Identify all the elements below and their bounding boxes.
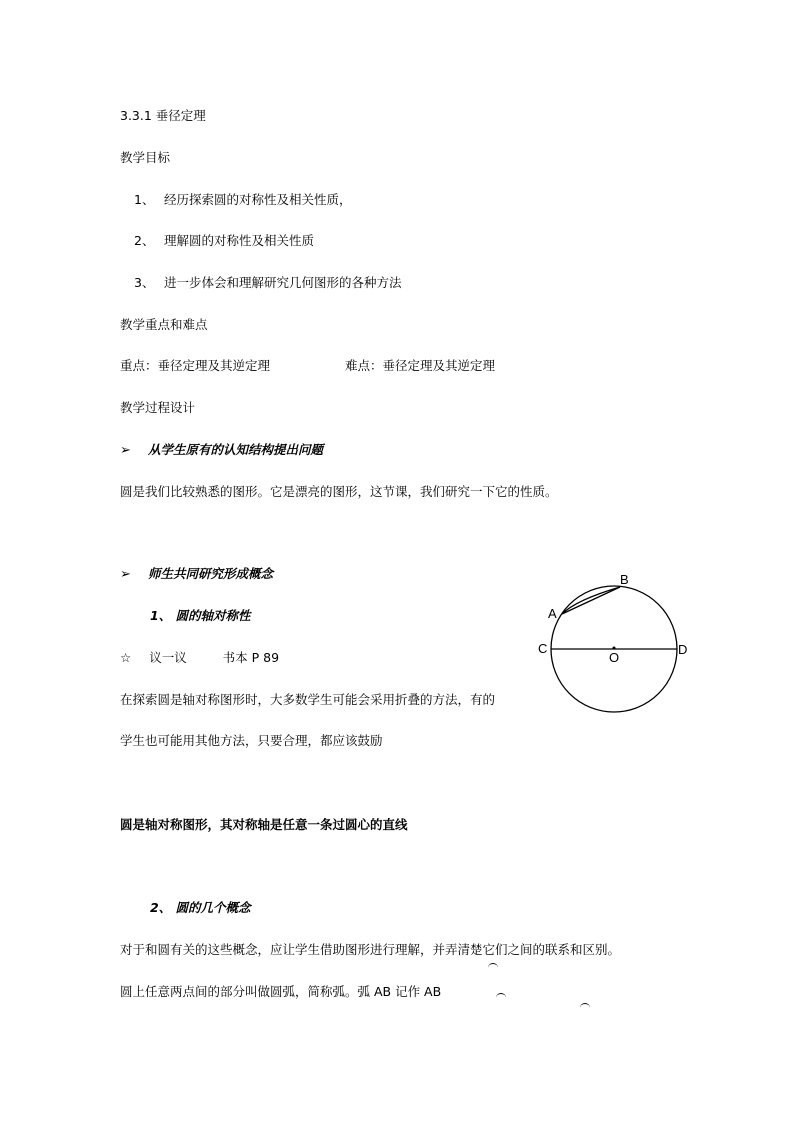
discuss-label: 议一议: [149, 650, 187, 665]
arc-mark-icon: [580, 1003, 590, 1012]
concept-text: 对于和圆有关的这些概念，应让学生借助图形进行理解，并弄清楚它们之间的联系和区别。: [120, 942, 621, 957]
key-points-heading: 教学重点和难点: [120, 317, 208, 332]
objective-text: 经历探索圆的对称性及相关性质，: [163, 192, 352, 207]
paragraph-line-2: 学生也可能用其他方法，只要合理，都应该鼓励: [120, 733, 383, 748]
bullet-arrow-icon: ➢: [120, 567, 131, 582]
conclusion-statement: 圆是轴对称图形，其对称轴是任意一条过圆心的直线: [120, 817, 408, 832]
objective-text: 进一步体会和理解研究几何图形的各种方法: [163, 275, 402, 290]
process-heading: 教学过程设计: [120, 400, 196, 415]
part1-text: 圆是我们比较熟悉的图形。它是漂亮的图形，这节课，我们研究一下它的性质。: [120, 484, 558, 499]
subsection-axial-symmetry: 1、 圆的轴对称性: [150, 608, 251, 623]
book-reference: 书本 P 89: [222, 650, 280, 665]
label-b: B: [620, 572, 629, 587]
objective-item-1: [134, 192, 352, 208]
arc-mark-icon: [496, 993, 506, 1002]
discuss-line: [120, 650, 279, 666]
bullet-arrow-icon: ➢: [120, 443, 131, 458]
circle-diagram: [536, 570, 696, 720]
part1-title: 从学生原有的认知结构提出问题: [148, 442, 324, 457]
label-o: O: [609, 650, 620, 665]
objective-item-2: [134, 233, 314, 249]
focus-text: 重点：垂径定理及其逆定理: [120, 358, 271, 373]
objective-item-3: [134, 275, 402, 291]
arc-definition: 圆上任意两点间的部分叫做圆弧，简称弧。弧 AB 记作 AB: [120, 984, 442, 999]
section-title: 3.3.1 垂径定理: [120, 108, 206, 123]
star-icon: ☆: [120, 650, 132, 665]
part2-title: 师生共同研究形成概念: [148, 566, 274, 581]
label-a: A: [548, 606, 557, 621]
subsection-concepts: 2、 圆的几个概念: [150, 900, 251, 915]
objective-num: 1、: [134, 192, 155, 207]
label-d: D: [678, 642, 688, 657]
label-c: C: [538, 641, 548, 656]
objective-text: 理解圆的对称性及相关性质: [163, 233, 314, 248]
paragraph-line-1: 在探索圆是轴对称图形时，大多数学生可能会采用折叠的方法，有的: [120, 692, 496, 707]
objective-num: 2、: [134, 233, 155, 248]
objectives-heading: 教学目标: [120, 150, 171, 165]
arc-mark-icon: [488, 963, 498, 972]
difficulty-text: 难点：垂径定理及其逆定理: [345, 358, 496, 373]
chord-ab-line: [562, 587, 620, 614]
objective-num: 3、: [134, 275, 155, 290]
